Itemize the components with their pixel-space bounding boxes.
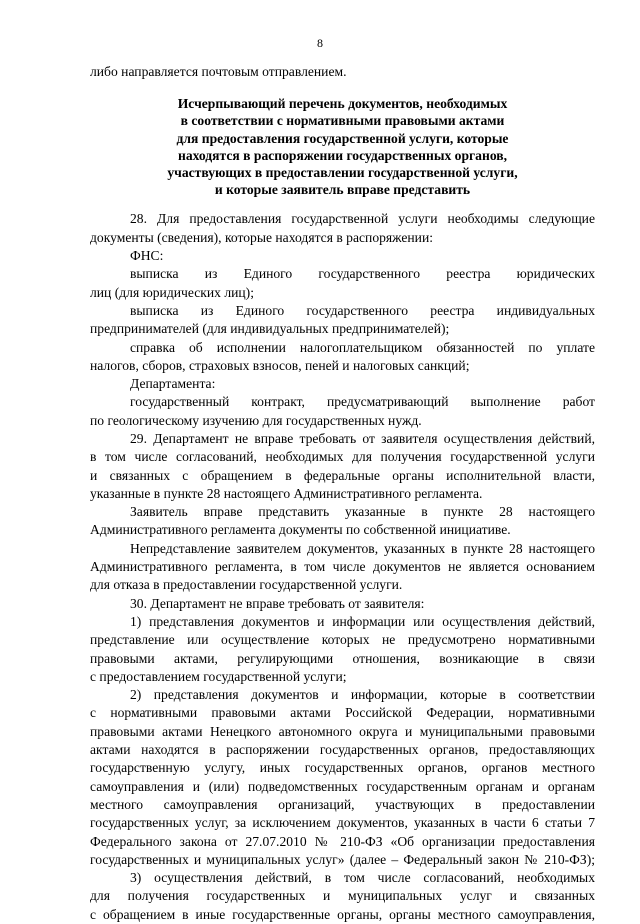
text-line: государственный контракт, предусматривающий выполнение работ xyxy=(130,394,595,410)
text-line: справка об исполнении налогоплательщиком обязанностей по уплате xyxy=(130,339,595,355)
text-line: правовыми актами, регулирующими отношения, возникающие в связи xyxy=(90,650,595,666)
text-line: 28. Для предоставления государственной услуги необходимы следующие xyxy=(130,211,595,227)
heading-line: и которые заявитель вправе представить xyxy=(214,182,471,198)
text-line: указанные в пункте 28 настоящего Административного регламента. xyxy=(90,485,483,501)
text-line: по геологическому изучению для государственных нужд. xyxy=(90,412,422,428)
text-line: лиц (для юридических лиц); xyxy=(90,284,254,300)
heading-line: участвующих в предоставлении государственной услуги, xyxy=(167,165,518,181)
text-line: с нормативными правовыми актами Российской Федерации, нормативными xyxy=(90,705,595,721)
text-line: 30. Департамент не вправе требовать от заявителя: xyxy=(130,595,425,611)
text-line: 3) осуществления действий, в том числе согласований, необходимых xyxy=(130,870,595,886)
text-line: правовыми актами Ненецкого автономного округа и муниципальными правовыми xyxy=(90,723,595,739)
text-line: Административного регламента документы по собственной инициативе. xyxy=(90,522,511,538)
text-line: ФНС: xyxy=(130,248,164,264)
text-line: и связанных с обращением в федеральные органы исполнительной власти, xyxy=(90,467,595,483)
text-line: Федерального закона от 27.07.2010 № 210-ФЗ «Об организации предоставления xyxy=(90,833,595,849)
text-line: представление или осуществление которых не предусмотрено нормативными xyxy=(90,632,595,648)
text-line: Заявитель вправе представить указанные в пункте 28 настоящего xyxy=(130,504,595,520)
text-line: государственную услугу, иных государственных органов, органов местного xyxy=(90,760,595,776)
text-line: Административного регламента, в том числе документов не является основанием xyxy=(90,559,595,575)
text-line: местного самоуправления организаций, участвующих в предоставлении xyxy=(90,796,595,812)
page-number: 8 xyxy=(317,36,323,50)
text-line: актами находятся в распоряжении государственных органов, предоставляющих xyxy=(90,742,595,758)
text-line: Непредставление заявителем документов, указанных в пункте 28 настоящего xyxy=(130,540,595,556)
text-line: самоуправления и (или) подведомственных государственным органам и органам xyxy=(90,778,595,794)
text-line: предпринимателей (для индивидуальных предпринимателей); xyxy=(90,321,450,337)
heading-line: для предоставления государственной услуги, которые xyxy=(176,130,509,146)
text-line: выписка из Единого государственного реестра юридических xyxy=(130,266,595,282)
text-line: государственных услуг, за исключением документов, указанных в части 6 статьи 7 xyxy=(90,815,595,831)
text-line: с предоставлением государственной услуги; xyxy=(90,668,347,684)
heading-line: Исчерпывающий перечень документов, необходимых xyxy=(177,96,508,112)
text-line: в том числе согласований, необходимых для получения государственной услуги xyxy=(90,449,595,465)
body-text xyxy=(90,210,595,924)
text-line: 29. Департамент не вправе требовать от заявителя осуществления действий, xyxy=(130,430,595,446)
text-line: выписка из Единого государственного реестра индивидуальных xyxy=(130,302,595,318)
text-line: для отказа в предоставлении государственной услуги. xyxy=(90,577,403,593)
text-line: государственных и муниципальных услуг» (далее – Федеральный закон № 210-ФЗ); xyxy=(90,851,595,867)
text-line: Департамента: xyxy=(130,376,216,392)
intro-line: либо направляется почтовым отправлением. xyxy=(90,64,347,79)
text-line: документы (сведения), которые находятся в распоряжении: xyxy=(90,229,434,245)
heading-line: находятся в распоряжении государственных органов, xyxy=(177,147,508,163)
page-content xyxy=(90,63,595,924)
text-line: с обращением в иные государственные органы, органы местного самоуправления, xyxy=(90,906,595,922)
text-line: 2) представления документов и информации, которые в соответствии xyxy=(130,687,595,703)
heading-line: в соответствии с нормативными правовыми актами xyxy=(180,113,505,129)
text-line: 1) представления документов и информации или осуществления действий, xyxy=(130,613,595,629)
text-line: налогов, сборов, страховых взносов, пеней и налоговых санкций; xyxy=(90,357,470,373)
section-heading xyxy=(90,95,595,198)
text-line: для получения государственных и муниципальных услуг и связанных xyxy=(90,888,595,904)
